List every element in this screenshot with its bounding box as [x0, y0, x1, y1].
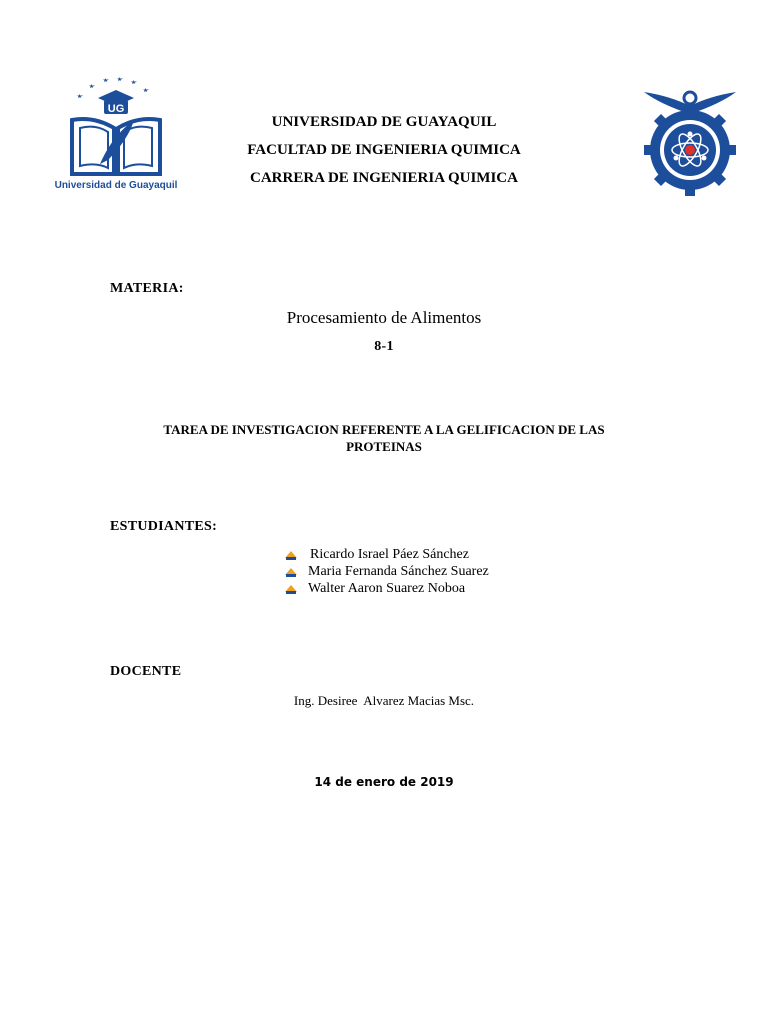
subject-name: Procesamiento de Alimentos [286, 308, 482, 327]
students-list [284, 546, 489, 597]
subject-code: 8-1 [374, 339, 394, 354]
university-name: UNIVERSIDAD DE GUAYAQUIL [271, 114, 497, 130]
student-name: Walter Aaron Suarez Noboa [308, 580, 466, 596]
student-name: Ricardo Israel Páez Sánchez [310, 546, 469, 562]
list-item [284, 563, 489, 580]
list-item [284, 546, 489, 563]
career-name: CARRERA DE INGENIERIA QUIMICA [250, 170, 518, 186]
bullet-icon [284, 549, 298, 561]
teacher-name: Ing. Desiree Alvarez Macias Msc. [293, 693, 475, 708]
bullet-icon [284, 583, 298, 595]
task-title-line-2: PROTEINAS [346, 439, 422, 454]
subject-label: MATERIA: [110, 281, 184, 296]
students-label: ESTUDIANTES: [110, 519, 218, 534]
student-name: Maria Fernanda Sánchez Suarez [308, 563, 489, 579]
university-logo-caption: Universidad de Guayaquil [54, 180, 178, 191]
task-title-line-1: TAREA DE INVESTIGACION REFERENTE A LA GELIFICACION DE LAS [163, 422, 605, 437]
teacher-label: DOCENTE [110, 664, 182, 679]
document-date: 14 de enero de 2019 [314, 775, 454, 789]
svg-text:UG: UG [107, 103, 125, 115]
list-item [284, 580, 489, 597]
task-title [0, 421, 768, 455]
faculty-name: FACULTAD DE INGENIERIA QUIMICA [247, 142, 521, 158]
bullet-icon [284, 566, 298, 578]
